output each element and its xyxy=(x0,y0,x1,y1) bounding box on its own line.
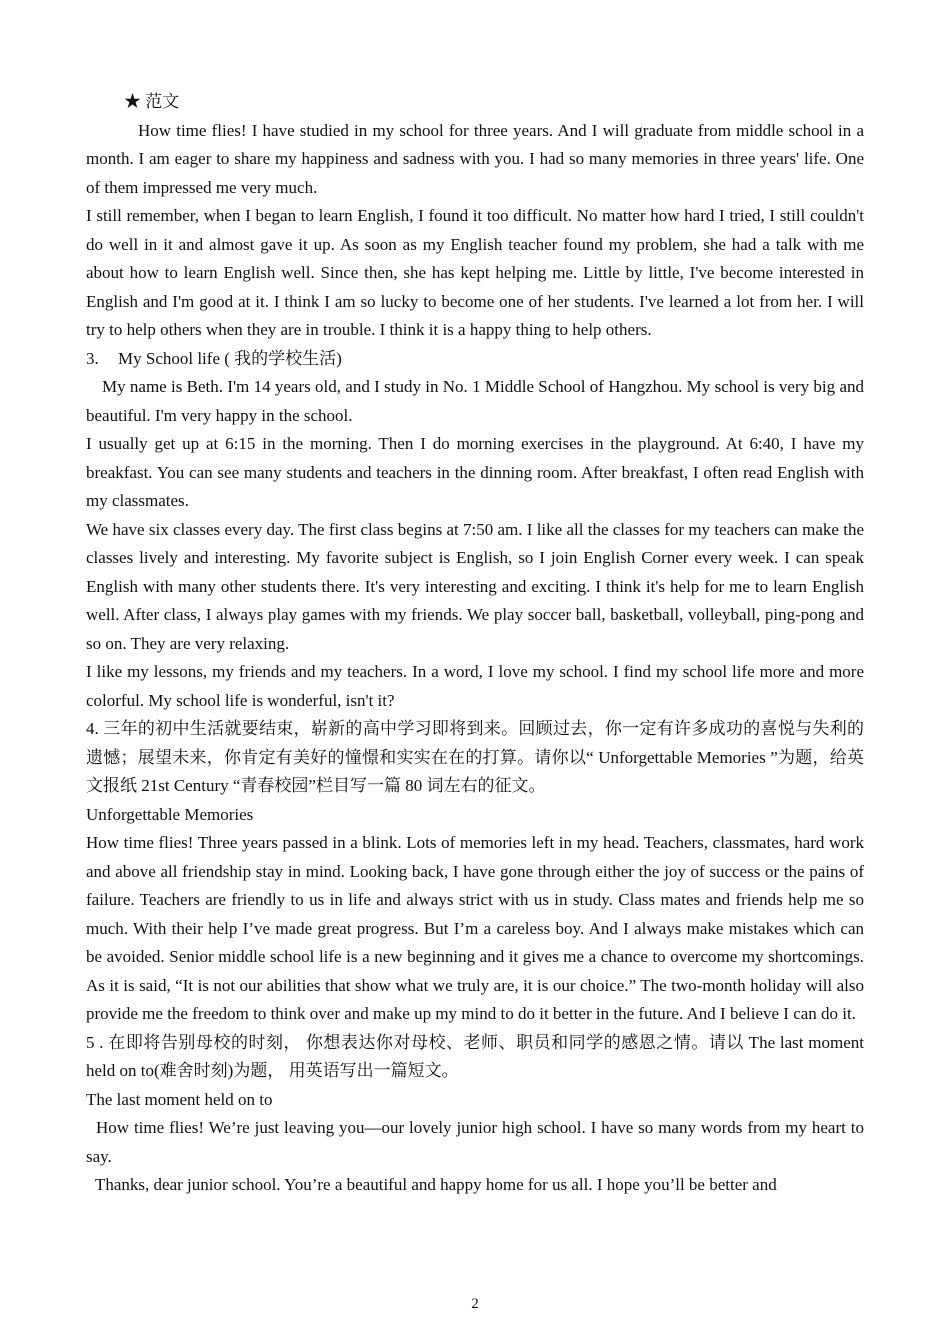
section5-paragraph-1: How time flies! We’re just leaving you—our lovely junior high school. I have so many words from my heart to say. xyxy=(86,1118,864,1166)
section4-prompt: 4. 三年的初中生活就要结束，崭新的高中学习即将到来。回顾过去，你一定有许多成功的喜悦与失利的遗憾；展望未来，你肯定有美好的憧憬和实实在在的打算。请你以“ Unforgettable Memories ”为题，给英文报纸 21st Century “青春校园”栏目写一篇 80 词左右的征文。 xyxy=(86,719,864,795)
essay1-paragraph-1: How time flies! I have studied in my school for three years. And I will graduate from middle school in a month. I am eager to share my happiness and sadness with you. I had so many memories in three years' life. One of them impressed me very much. xyxy=(86,120,864,197)
section3-heading xyxy=(86,345,864,374)
section3-paragraph-1: My name is Beth. I'm 14 years old, and I study in No. 1 Middle School of Hangzhou. My school is very big and beautiful. I'm very happy in the school. xyxy=(86,377,864,425)
section3-paragraph-2: I usually get up at 6:15 in the morning. Then I do morning exercises in the playground. At 6:40, I have my breakfast. You can see many students and teachers in the dinning room. After breakfast, I often read English with my classmates. xyxy=(86,434,864,510)
section5-prompt: 5 . 在即将告别母校的时刻， 你想表达你对母校、老师、职员和同学的感恩之情。请以 The last moment held on to(难舍时刻)为题， 用英语写出一篇短文。 xyxy=(86,1032,864,1080)
section5-title: The last moment held on to xyxy=(86,1089,273,1109)
section3-paragraph-3: We have six classes every day. The first class begins at 7:50 am. I like all the classes for my teachers can make the classes lively and interesting. My favorite subject is English, so I join English Corner every week. I can speak English with many other students there. It's very interesting and exciting. I think it's help for me to learn English well. After class, I always play games with my friends. We play soccer ball, basketball, volleyball, ping-pong and so on. They are very relaxing. xyxy=(86,519,864,653)
sample-heading: ★ 范文 xyxy=(124,92,180,111)
section5-paragraph-2: Thanks, dear junior school. You’re a beautiful and happy home for us all. I hope you’ll be better and xyxy=(95,1175,777,1194)
section4-body: How time flies! Three years passed in a blink. Lots of memories left in my head. Teachers, classmates, hard work and above all friendship stay in mind. Looking back, I have gone through either the joy of success or the pains of failure. Teachers are friendly to us in life and always strict with us in study. Class mates and friends help me so much. With their help I’ve made great progress. But I’m a careless boy. And I always make mistakes which can be avoided. Senior middle school life is a new beginning and it gives me a chance to overcome my shortcomings. As it is said, “It is not our abilities that show what we truly are, it is our choice.” The two-month holiday will also provide me the freedom to think over and make up my mind to do it better in the future. And I believe I can do it. xyxy=(86,833,864,1023)
section3-paragraph-4: I like my lessons, my friends and my teachers. In a word, I love my school. I find my school life more and more colorful. My school life is wonderful, isn't it? xyxy=(86,662,864,710)
section4-title: Unforgettable Memories xyxy=(86,804,254,824)
page-number: 2 xyxy=(471,1296,479,1312)
section3-number: 3. xyxy=(86,348,99,368)
essay1-paragraph-2: I still remember, when I began to learn English, I found it too difficult. No matter how hard I tried, I still couldn't do well in it and almost gave it up. As soon as my English teacher found my problem, she had a talk with me about how to learn English well. Since then, she has kept helping me. Little by little, I've become interested in English and I'm good at it. I think I am so lucky to become one of her students. I've learned a lot from her. I will try to help others when they are in trouble. I think it is a happy thing to help others. xyxy=(86,206,864,339)
section3-title: My School life ( 我的学校生活) xyxy=(118,348,342,368)
document-page xyxy=(86,88,864,1200)
